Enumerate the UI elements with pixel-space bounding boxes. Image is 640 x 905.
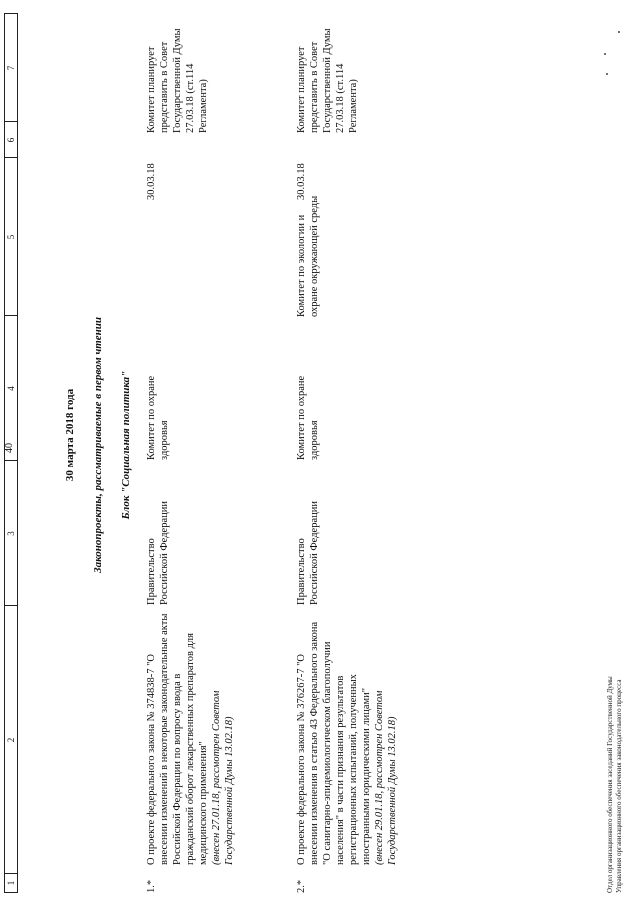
remark: Комитет планирует представить в Совет Государственной Думы 27.03.18 (ст.114 Регламента) bbox=[296, 28, 359, 133]
column-number: 7 bbox=[6, 65, 16, 71]
column-number: 1 bbox=[5, 873, 17, 892]
bill-title: О проекте федерального закона № 374838-7 "О внесении изменений в некоторые законодательные акты Российской Федерации по вопросу ввода в гражданский оборот лекарственных препаратов для медицинского применения" bbox=[146, 613, 209, 865]
bill-description bbox=[145, 613, 236, 865]
remark: Комитет планирует представить в Совет Государственной Думы 27.03.18 (ст.114 Регламента) bbox=[146, 28, 209, 133]
initiator: Правительство Российской Федерации bbox=[296, 501, 320, 605]
co-executor-committee: Комитет по экологии и охране окружающей среды bbox=[296, 195, 320, 317]
column-number: 5 bbox=[5, 157, 17, 316]
scan-marks bbox=[600, 25, 630, 85]
responsible-committee: Комитет по охране здоровья bbox=[146, 375, 170, 460]
bill-title: О проекте федерального закона № 376267-7 "О внесении изменения в статью 43 Федерального закона "О санитарно-эпидемиологическом благополучии населения" в части признания результатов регистрационных испытаний, полученных иностранными юридическими лицами" bbox=[296, 621, 372, 865]
responsible-committee: Комитет по охране здоровья bbox=[296, 375, 320, 460]
column-number: 3 bbox=[5, 460, 17, 606]
footer-line: Отдел организационного обеспечения заседаний Государственной Думы bbox=[606, 676, 614, 893]
footer-line: Управления организационного обеспечения законодательного процесса bbox=[615, 679, 623, 893]
date-heading: 30 марта 2018 года bbox=[64, 388, 76, 482]
column-number-header bbox=[4, 13, 18, 893]
row-number: 1.* bbox=[146, 879, 157, 893]
bill-note: (внесен 29.01.18, рассмотрен Советом Государственной Думы 13.02.18) bbox=[374, 690, 398, 865]
scan-dot bbox=[604, 53, 606, 55]
bill-note: (внесен 27.01.18, рассмотрен Советом Государственной Думы 13.02.18) bbox=[211, 690, 235, 865]
bill-description bbox=[295, 613, 399, 865]
scan-dot bbox=[606, 73, 608, 75]
scan-dot bbox=[618, 31, 620, 33]
column-number: 6 bbox=[5, 121, 17, 158]
column-number: 2 bbox=[5, 605, 17, 874]
row-number: 2.* bbox=[296, 879, 307, 893]
footer bbox=[606, 493, 624, 893]
review-date: 30.03.18 bbox=[146, 163, 157, 200]
column-number: 4 bbox=[5, 315, 17, 461]
page-number: 40 bbox=[4, 443, 15, 453]
section-heading: Законопроекты, рассматриваемые в первом чтении bbox=[92, 317, 104, 573]
review-date: 30.03.18 bbox=[296, 163, 307, 200]
block-heading: Блок "Социальная политика" bbox=[120, 370, 132, 520]
initiator: Правительство Российской Федерации bbox=[146, 501, 170, 605]
